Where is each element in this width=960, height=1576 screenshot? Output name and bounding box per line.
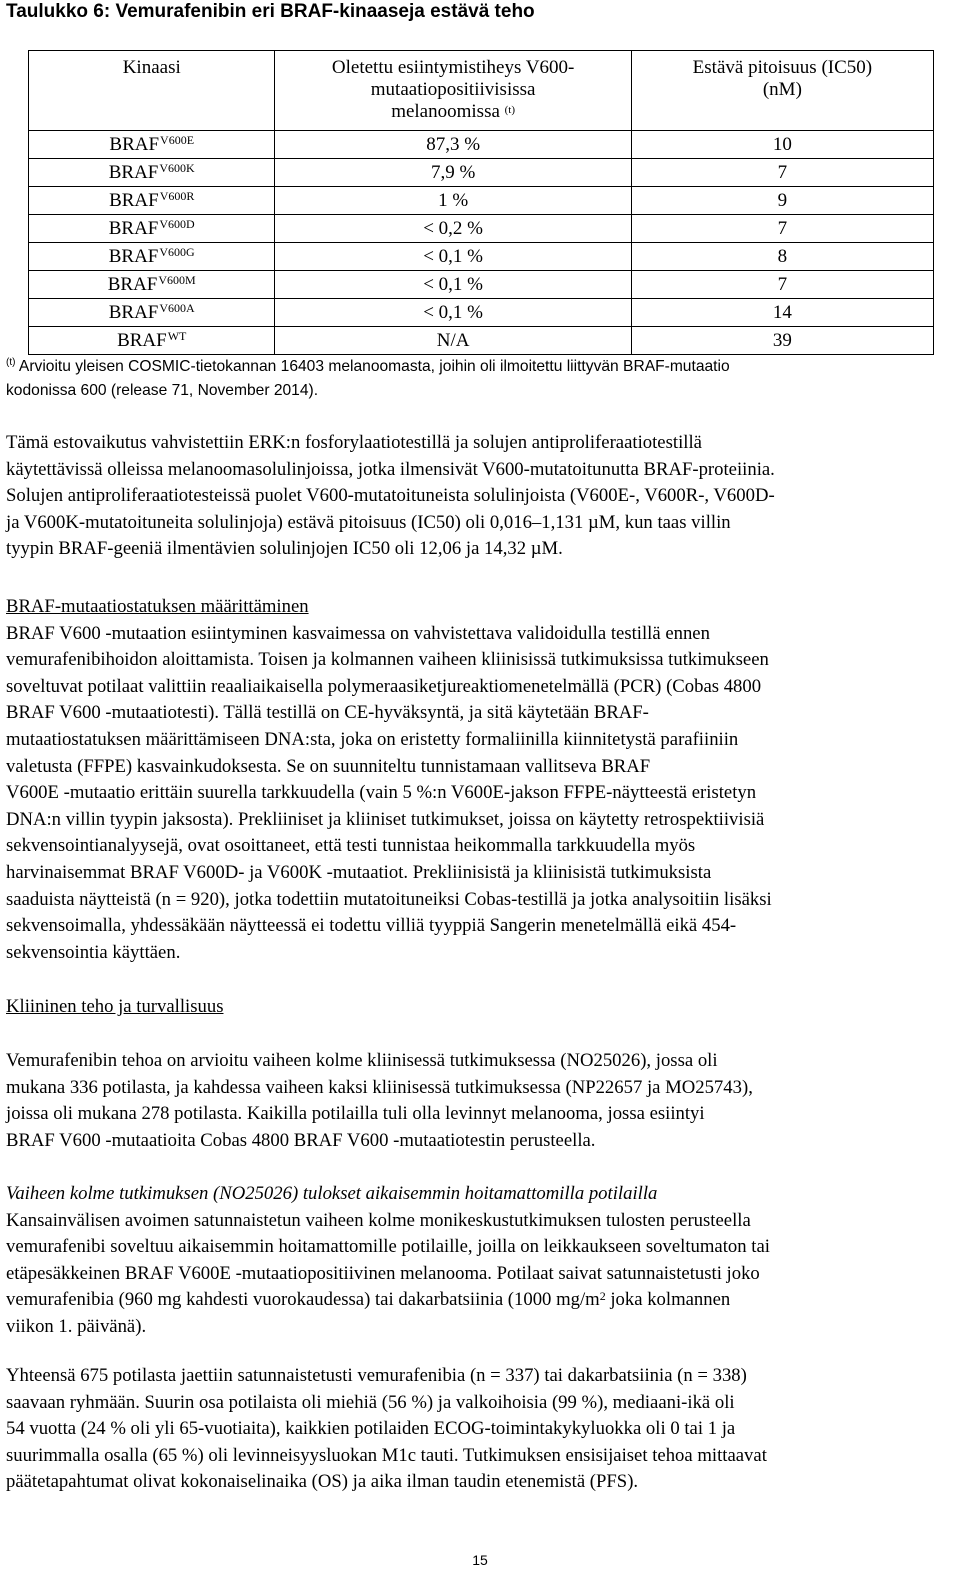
- kinase-cell: [29, 299, 275, 327]
- table-row: [29, 187, 934, 215]
- ic50-cell: 10: [631, 131, 933, 159]
- header-kinase: Kinaasi: [29, 51, 275, 131]
- table-row: [29, 131, 934, 159]
- kinase-name: [109, 299, 195, 326]
- kinase-name: [117, 327, 186, 354]
- text-segment: vemurafenibia (960 mg kahdesti vuorokaudessa) tai dakarbatsiinia (1000 mg/m: [6, 1289, 600, 1311]
- text-line: sekvensointianalyysejä, ovat osoittaneet, että testi tunnistaa heikommalla tarkkuudella myös: [6, 835, 696, 857]
- frequency-cell: < 0,2 %: [275, 215, 631, 243]
- footnote-mark: (t): [504, 104, 516, 116]
- text-line: saaduista näytteistä (n = 920), jotka todettiin mutatoituneiksi Cobas-testillä ja jotka analysoitiin lisäksi: [6, 888, 772, 910]
- paragraph-antiproliferation: [6, 430, 950, 563]
- kinase-gene: BRAF: [108, 162, 159, 183]
- kinase-gene: BRAF: [117, 330, 167, 351]
- table-row: [29, 215, 934, 243]
- text-line: tyypin BRAF-geeniä ilmentävien solulinjojen IC50 oli 12,06 ja 14,32 µM.: [6, 538, 563, 560]
- table-body: [29, 131, 934, 355]
- frequency-cell: 7,9 %: [275, 159, 631, 187]
- text-line: 54 vuotta (24 % oli yli 65-vuotiaita), kaikkien potilaiden ECOG-toimintakykyluokka oli 0 tai 1 ja: [6, 1418, 736, 1440]
- text-line: Vemurafenibin tehoa on arvioitu vaiheen kolme kliinisessä tutkimuksessa (NO25026), jossa oli: [6, 1050, 718, 1071]
- ic50-cell: 7: [631, 215, 933, 243]
- text-line: Yhteensä 675 potilasta jaettiin satunnaistetusti vemurafenibia (n = 337) tai dakarbatsiinia (n = 338): [6, 1365, 747, 1386]
- section-heading-text: BRAF-mutaatiostatuksen määrittäminen: [6, 596, 309, 617]
- text-line: päätetapahtumat olivat kokonaiselinaika (OS) ja aika ilman taudin etenemistä (PFS).: [6, 1471, 639, 1493]
- kinase-table: [28, 50, 934, 355]
- table-footnote: [6, 351, 936, 403]
- ic50-cell: 9: [631, 187, 933, 215]
- kinase-variant: V600E: [160, 133, 195, 147]
- text-line: DNA:n villin tyypin jaksosta). Prekliiniset ja kliiniset tutkimukset, joissa on käytetty retrospektiivisiä: [6, 808, 765, 830]
- superscript: 2: [599, 1289, 606, 1304]
- text-line: suurimmalla osalla (65 %) oli levinneisyysluokan M1c tauti. Tutkimuksen ensisijaiset tehoa mittaavat: [6, 1444, 767, 1466]
- section-clinical-efficacy: [6, 994, 950, 1021]
- section-heading-text: Kliininen teho ja turvallisuus: [6, 996, 224, 1017]
- kinase-cell: [29, 159, 275, 187]
- text-line: harvinaisemmat BRAF V600D- ja V600K -mutaatiot. Prekliinisistä ja kliinisistä tutkimuksista: [6, 861, 712, 883]
- text-line: V600E -mutaatio erittäin suurella tarkkuudella (vain 5 %:n V600E-jakson FFPE-näytteestä eristetyn: [6, 782, 757, 804]
- footnote-line2: kodonissa 600 (release 71, November 2014).: [6, 382, 319, 400]
- header-ic50: [631, 51, 933, 131]
- table-row: [29, 271, 934, 299]
- kinase-gene: BRAF: [108, 246, 159, 267]
- page-number: 15: [472, 1552, 488, 1568]
- section-braf-mutation-status: [6, 594, 950, 966]
- text-line: valetusta (FFPE) kasvainkudoksesta. Se on suunniteltu tunnistamaan vallitseva BRAF: [6, 755, 651, 777]
- text-line: etäpesäkkeinen BRAF V600E -mutaatiopositiivinen melanooma. Potilaat saivat satunnaistetusti joko: [6, 1262, 760, 1284]
- kinase-gene: BRAF: [109, 134, 160, 155]
- ic50-cell: 7: [631, 271, 933, 299]
- header-frequency-line2: mutaatiopositiivisissa: [370, 79, 536, 100]
- header-ic50-line1: Estävä pitoisuus (IC50): [692, 57, 873, 78]
- text-line: BRAF V600 -mutaatioita Cobas 4800 BRAF V600 -mutaatiotestin perusteella.: [6, 1129, 596, 1151]
- ic50-cell: 39: [631, 327, 933, 355]
- text-line: mutaatiostatuksen määrittämiseen DNA:sta, joka on eristetty formaliinilla kiinnitetystä parafiiniin: [6, 728, 739, 750]
- text-line: viikon 1. päivänä).: [6, 1315, 147, 1337]
- text-line: BRAF V600 -mutaatiotesti). Tällä testillä on CE-hyväksyntä, ja sitä käytetään BRAF-: [6, 702, 649, 724]
- frequency-cell: N/A: [275, 327, 631, 355]
- kinase-cell: [29, 271, 275, 299]
- kinase-gene: BRAF: [109, 190, 159, 211]
- paragraph-patient-population: [6, 1363, 950, 1496]
- kinase-gene: BRAF: [108, 302, 159, 323]
- text-line: Kansainvälisen avoimen satunnaistetun vaiheen kolme monikeskustutkimuksen tulosten perusteella: [6, 1209, 751, 1231]
- kinase-variant: WT: [167, 329, 187, 343]
- table-row: [29, 243, 934, 271]
- kinase-gene: BRAF: [107, 274, 158, 295]
- ic50-cell: 8: [631, 243, 933, 271]
- kinase-gene: BRAF: [108, 218, 159, 239]
- ic50-cell: 7: [631, 159, 933, 187]
- kinase-cell: [29, 131, 275, 159]
- kinase-variant: V600M: [158, 273, 196, 287]
- table-row: [29, 299, 934, 327]
- section-heading: Vaiheen kolme tutkimuksen (NO25026) tulokset aikaisemmin hoitamattomilla potilailla: [6, 1183, 658, 1204]
- ic50-cell: 14: [631, 299, 933, 327]
- kinase-name: [109, 131, 194, 158]
- text-line: ja V600K-mutatoituneita solulinjoja) estävä pitoisuus (IC50) oli 0,016–1,131 µM, kun taas villin: [6, 511, 731, 533]
- frequency-cell: 1 %: [275, 187, 631, 215]
- section-heading: [6, 594, 950, 621]
- kinase-variant: V600A: [159, 301, 195, 315]
- frequency-cell: < 0,1 %: [275, 299, 631, 327]
- kinase-variant: V600D: [159, 217, 195, 231]
- header-frequency-line3: [275, 101, 630, 123]
- header-frequency: [275, 51, 631, 131]
- kinase-name: [109, 215, 195, 242]
- text-line: vemurafenibihoidon aloittamista. Toisen ja kolmannen vaiheen kliinisissä tutkimuksissa tutkimukseen: [6, 649, 769, 671]
- section-heading: [6, 994, 950, 1021]
- header-ic50-line2: (nM): [762, 79, 802, 100]
- kinase-name: [109, 243, 195, 270]
- kinase-cell: [29, 215, 275, 243]
- header-frequency-line3-text: melanoomissa: [391, 101, 500, 122]
- footnote-line1: [6, 351, 936, 379]
- kinase-name: [108, 271, 196, 298]
- text-line: sekvensoimalla, yhdessäkään näytteessä ei todettu villiä tyyppiä Sangerin menetelmällä eikä 454-: [6, 915, 737, 937]
- text-line: BRAF V600 -mutaation esiintyminen kasvaimessa on vahvistettava validoidulla testillä ennen: [6, 622, 710, 644]
- footnote-text: Arvioitu yleisen COSMIC-tietokannan 16403 melanoomasta, joihin oli ilmoitettu liittyvän BRAF-mutaatio: [15, 358, 730, 376]
- text-line: käytettävissä olleissa melanoomasolulinjoissa, jotka ilmensivät V600-mutatoitunutta BRAF-proteiinia.: [6, 458, 775, 480]
- kinase-variant: V600K: [159, 161, 195, 175]
- text-line: sekvensointia käyttäen.: [6, 941, 181, 963]
- frequency-cell: 87,3 %: [275, 131, 631, 159]
- table-row: [29, 159, 934, 187]
- table-header-row: [29, 51, 934, 131]
- section-phase3-results: [6, 1181, 950, 1341]
- text-line: mukana 336 potilasta, ja kahdessa vaiheen kaksi kliinisessä tutkimuksessa (NP22657 ja MO25743),: [6, 1076, 753, 1098]
- text-line: Solujen antiproliferaatiotesteissä puolet V600-mutatoituneista solulinjoista (V600E-, V600R-, V600D-: [6, 485, 775, 507]
- table-title: Taulukko 6: Vemurafenibin eri BRAF-kinaaseja estävä teho: [6, 1, 535, 22]
- kinase-name: [109, 159, 195, 186]
- paragraph-clinical-studies: [6, 1048, 950, 1154]
- text-line: Tämä estovaikutus vahvistettiin ERK:n fosforylaatiotestillä ja solujen antiproliferaatiotestillä: [6, 432, 702, 453]
- header-frequency-line1: Oletettu esiintymistiheys V600-: [331, 57, 575, 78]
- kinase-name: [109, 187, 194, 214]
- kinase-variant: V600G: [159, 245, 195, 259]
- text-line: vemurafenibi soveltuu aikaisemmin hoitamattomille potilaille, joilla on leikkaukseen soveltumaton tai: [6, 1236, 770, 1258]
- text-segment: joka kolmannen: [605, 1289, 731, 1311]
- kinase-cell: [29, 243, 275, 271]
- text-line: [6, 1287, 950, 1314]
- text-line: joissa oli mukana 278 potilasta. Kaikilla potilailla tuli olla levinnyt melanooma, jossa esiintyi: [6, 1103, 705, 1125]
- text-line: soveltuvat potilaat valittiin reaaliaikaisella polymeraasiketjureaktiomenetelmällä (PCR) (Cobas 4800: [6, 675, 762, 697]
- frequency-cell: < 0,1 %: [275, 271, 631, 299]
- kinase-cell: [29, 187, 275, 215]
- kinase-variant: V600R: [159, 189, 195, 203]
- text-line: saavaan ryhmään. Suurin osa potilaista oli miehiä (56 %) ja valkoihoisia (99 %), mediaani-ikä oli: [6, 1391, 735, 1413]
- footnote-mark: (t): [6, 357, 16, 368]
- frequency-cell: < 0,1 %: [275, 243, 631, 271]
